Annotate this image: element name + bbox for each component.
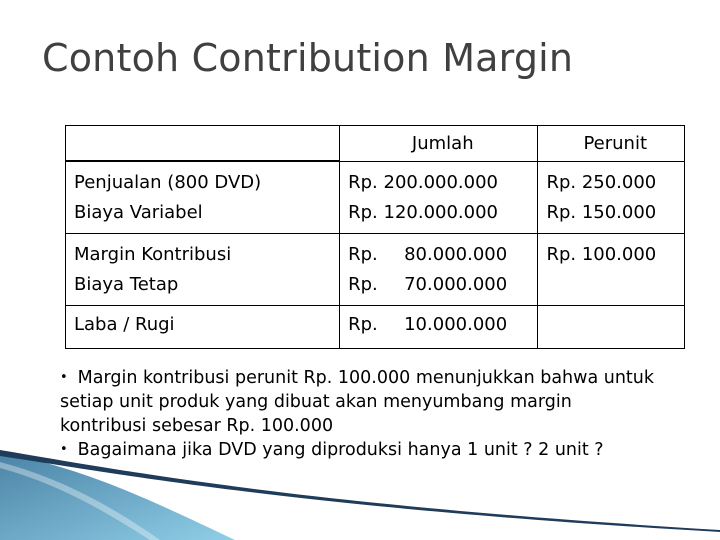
value-biaya-variabel-jumlah: Rp. 120.000.000 bbox=[348, 201, 498, 223]
label-laba-rugi: Laba / Rugi bbox=[74, 314, 175, 335]
table-row bbox=[66, 161, 685, 234]
table-row bbox=[66, 234, 685, 306]
note-item bbox=[60, 366, 660, 438]
perunit-cell-empty bbox=[538, 306, 685, 349]
header-jumlah: Jumlah bbox=[340, 126, 538, 162]
page-title: Contoh Contribution Margin bbox=[42, 36, 574, 80]
perunit-cell bbox=[538, 161, 685, 234]
table-row bbox=[66, 306, 685, 349]
bullet-icon: • bbox=[60, 370, 68, 385]
contribution-margin-table bbox=[65, 125, 685, 349]
value-laba-rugi-jumlah: Rp. 10.000.000 bbox=[348, 314, 508, 335]
note-text: Margin kontribusi perunit Rp. 100.000 menunjukkan bahwa untuk setiap unit produk yang dibuat akan menyumbang margin kontribusi sebesar Rp. 100.000 bbox=[60, 368, 655, 436]
value-penjualan-jumlah: Rp. 200.000.000 bbox=[348, 171, 498, 193]
label-biaya-variabel: Biaya Variabel bbox=[74, 202, 203, 223]
row-label-cell bbox=[66, 234, 340, 306]
label-biaya-tetap: Biaya Tetap bbox=[74, 274, 179, 295]
label-penjualan: Penjualan (800 DVD) bbox=[74, 172, 262, 193]
explanation-notes bbox=[60, 366, 660, 462]
note-item bbox=[60, 438, 660, 462]
row-label-cell bbox=[66, 161, 340, 234]
header-perunit: Perunit bbox=[538, 126, 685, 162]
jumlah-cell bbox=[340, 306, 538, 349]
value-biaya-variabel-perunit: Rp. 150.000 bbox=[546, 201, 657, 223]
value-biaya-tetap-jumlah: Rp. 70.000.000 bbox=[348, 274, 508, 295]
jumlah-cell bbox=[340, 161, 538, 234]
value-margin-kontribusi-perunit: Rp. 100.000 bbox=[546, 244, 657, 265]
jumlah-cell bbox=[340, 234, 538, 306]
row-label-cell bbox=[66, 306, 340, 349]
label-margin-kontribusi: Margin Kontribusi bbox=[74, 244, 232, 265]
perunit-cell bbox=[538, 234, 685, 306]
table-header-row bbox=[66, 126, 685, 162]
bullet-icon: • bbox=[60, 442, 68, 457]
value-margin-kontribusi-jumlah: Rp. 80.000.000 bbox=[348, 244, 508, 265]
header-empty bbox=[66, 126, 340, 162]
value-penjualan-perunit: Rp. 250.000 bbox=[546, 171, 657, 193]
note-text: Bagaimana jika DVD yang diproduksi hanya 1 unit ? 2 unit ? bbox=[77, 440, 604, 460]
